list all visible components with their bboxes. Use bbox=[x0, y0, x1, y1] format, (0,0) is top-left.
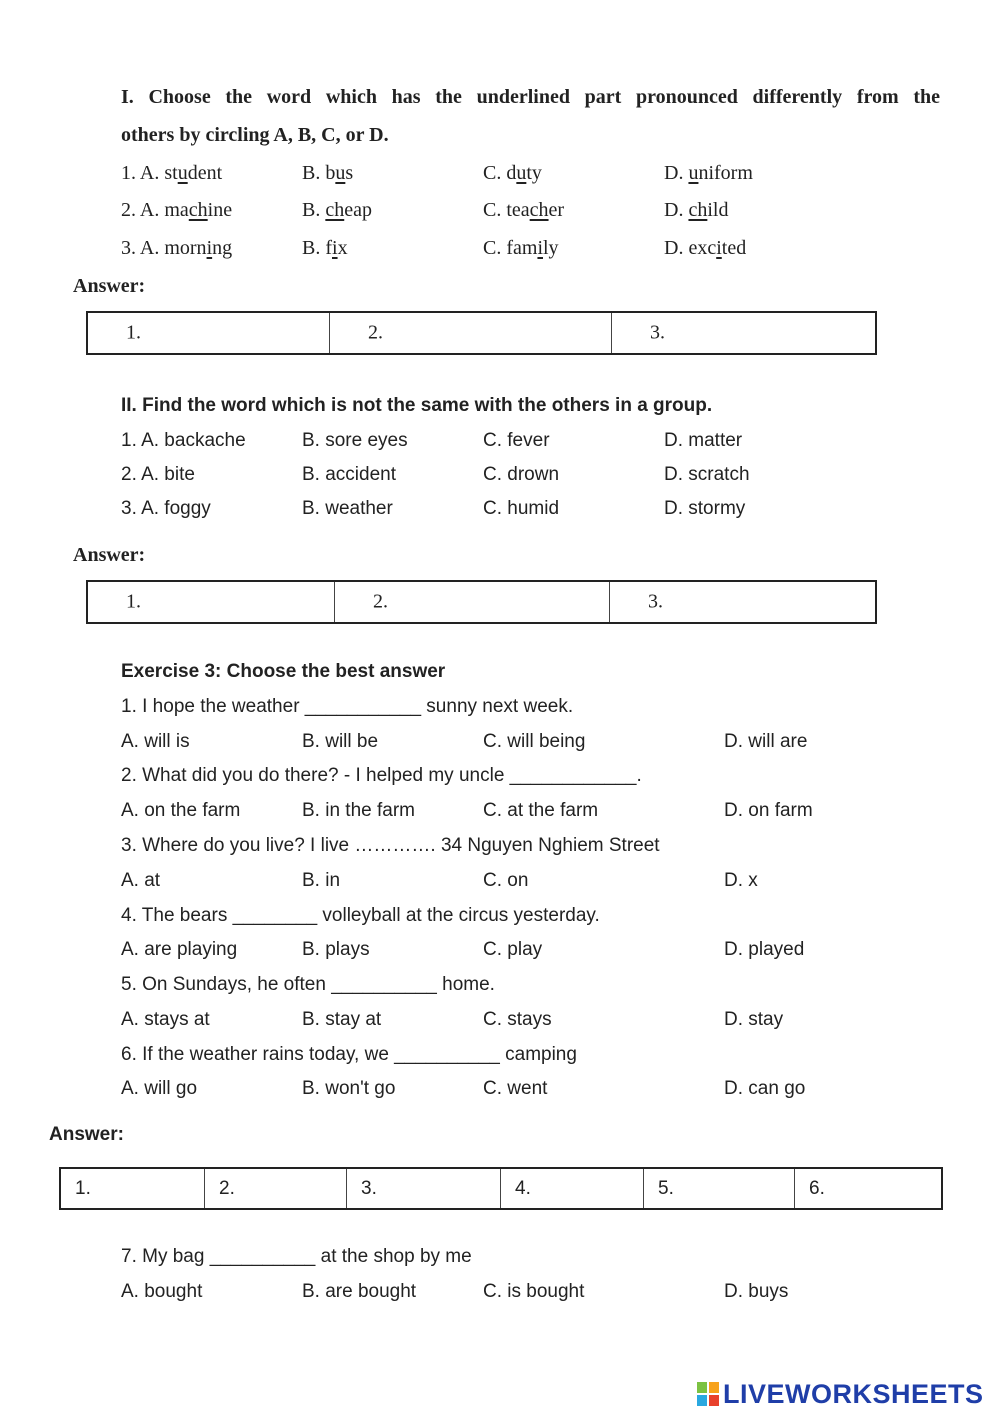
answer-cell[interactable]: 1. bbox=[88, 313, 330, 353]
option[interactable]: B. plays bbox=[302, 939, 370, 960]
question-text: 3. Where do you live? I live …………. 34 Nguyen Nghiem Street bbox=[121, 835, 660, 856]
answer-table bbox=[86, 580, 877, 624]
answer-cell[interactable]: 4. bbox=[501, 1169, 644, 1208]
option[interactable]: A. will is bbox=[121, 731, 190, 752]
option[interactable]: B. won't go bbox=[302, 1078, 396, 1099]
question-text: 5. On Sundays, he often __________ home. bbox=[121, 974, 495, 995]
option[interactable]: 2. A. machine bbox=[121, 199, 233, 221]
option[interactable]: C. fever bbox=[483, 430, 550, 451]
question-text: 4. The bears ________ volleyball at the circus yesterday. bbox=[121, 905, 600, 926]
option[interactable]: 1. A. backache bbox=[121, 430, 246, 451]
option[interactable]: D. on farm bbox=[724, 800, 813, 821]
option[interactable]: D. can go bbox=[724, 1078, 806, 1099]
answer-label: Answer: bbox=[49, 1124, 124, 1145]
option[interactable]: C. stays bbox=[483, 1009, 552, 1030]
option[interactable]: D. excited bbox=[664, 237, 747, 259]
option[interactable]: B. accident bbox=[302, 464, 396, 485]
option[interactable]: D. scratch bbox=[664, 464, 750, 485]
option[interactable]: D. x bbox=[724, 870, 758, 891]
option[interactable]: B. will be bbox=[302, 731, 379, 752]
option[interactable]: 1. A. student bbox=[121, 162, 223, 184]
option[interactable]: C. will being bbox=[483, 731, 586, 752]
option[interactable]: B. bus bbox=[302, 162, 354, 184]
option[interactable]: 3. A. morning bbox=[121, 237, 233, 259]
option[interactable]: D. uniform bbox=[664, 162, 753, 184]
option[interactable]: C. at the farm bbox=[483, 800, 599, 821]
option[interactable]: C. teacher bbox=[483, 199, 565, 221]
answer-cell[interactable]: 5. bbox=[644, 1169, 795, 1208]
answer-table bbox=[86, 311, 877, 355]
option[interactable]: D. buys bbox=[724, 1281, 789, 1302]
option[interactable]: D. child bbox=[664, 199, 729, 221]
option[interactable]: B. cheap bbox=[302, 199, 372, 221]
section1-title-line2: others by circling A, B, C, or D. bbox=[121, 124, 389, 146]
option[interactable]: A. are playing bbox=[121, 939, 238, 960]
liveworksheets-logo[interactable] bbox=[697, 1379, 984, 1410]
question-text: 6. If the weather rains today, we __________ camping bbox=[121, 1044, 577, 1065]
question-text: 7. My bag __________ at the shop by me bbox=[121, 1246, 472, 1267]
question-text: 2. What did you do there? - I helped my uncle ____________. bbox=[121, 765, 642, 786]
option[interactable]: A. will go bbox=[121, 1078, 198, 1099]
option[interactable]: A. on the farm bbox=[121, 800, 241, 821]
answer-label: Answer: bbox=[73, 275, 146, 297]
option[interactable]: A. at bbox=[121, 870, 161, 891]
option[interactable]: C. on bbox=[483, 870, 529, 891]
answer-cell[interactable]: 2. bbox=[335, 582, 610, 622]
option[interactable]: 2. A. bite bbox=[121, 464, 195, 485]
section2-title: II. Find the word which is not the same with the others in a group. bbox=[121, 395, 713, 416]
option[interactable]: C. went bbox=[483, 1078, 548, 1099]
answer-cell[interactable]: 6. bbox=[809, 1177, 825, 1199]
option[interactable]: B. sore eyes bbox=[302, 430, 408, 451]
option[interactable]: A. stays at bbox=[121, 1009, 210, 1030]
option[interactable]: D. stay bbox=[724, 1009, 784, 1030]
option[interactable]: C. drown bbox=[483, 464, 560, 485]
question-text: 1. I hope the weather ___________ sunny next week. bbox=[121, 696, 574, 717]
option[interactable]: B. in the farm bbox=[302, 800, 415, 821]
logo-text: LIVEWORKSHEETS bbox=[723, 1379, 984, 1409]
answer-cell[interactable]: 2. bbox=[330, 313, 612, 353]
option[interactable]: A. bought bbox=[121, 1281, 203, 1302]
option[interactable]: C. humid bbox=[483, 498, 560, 519]
option[interactable]: B. fix bbox=[302, 237, 348, 259]
section1-title-line1: I. Choose the word which has the underlined part pronounced differently from the bbox=[121, 86, 940, 108]
liveworksheets-logo-icon bbox=[697, 1382, 721, 1408]
answer-label: Answer: bbox=[73, 544, 146, 566]
option[interactable]: B. are bought bbox=[302, 1281, 417, 1302]
section3-title: Exercise 3: Choose the best answer bbox=[121, 661, 446, 682]
option[interactable]: B. stay at bbox=[302, 1009, 382, 1030]
answer-cell[interactable]: 2. bbox=[205, 1169, 347, 1208]
answer-cell[interactable]: 3. bbox=[648, 590, 663, 613]
option[interactable]: 3. A. foggy bbox=[121, 498, 211, 519]
option[interactable]: C. duty bbox=[483, 162, 542, 184]
option[interactable]: C. play bbox=[483, 939, 543, 960]
option[interactable]: D. played bbox=[724, 939, 805, 960]
answer-cell[interactable]: 1. bbox=[88, 582, 335, 622]
answer-cell[interactable]: 3. bbox=[347, 1169, 501, 1208]
option[interactable]: C. is bought bbox=[483, 1281, 585, 1302]
answer-cell[interactable]: 3. bbox=[650, 321, 665, 344]
answer-table bbox=[59, 1167, 943, 1210]
option[interactable]: B. in bbox=[302, 870, 341, 891]
answer-cell[interactable]: 1. bbox=[61, 1169, 205, 1208]
option[interactable]: D. stormy bbox=[664, 498, 746, 519]
option[interactable]: B. weather bbox=[302, 498, 393, 519]
option[interactable]: C. family bbox=[483, 237, 559, 259]
option[interactable]: D. will are bbox=[724, 731, 808, 752]
option[interactable]: D. matter bbox=[664, 430, 743, 451]
